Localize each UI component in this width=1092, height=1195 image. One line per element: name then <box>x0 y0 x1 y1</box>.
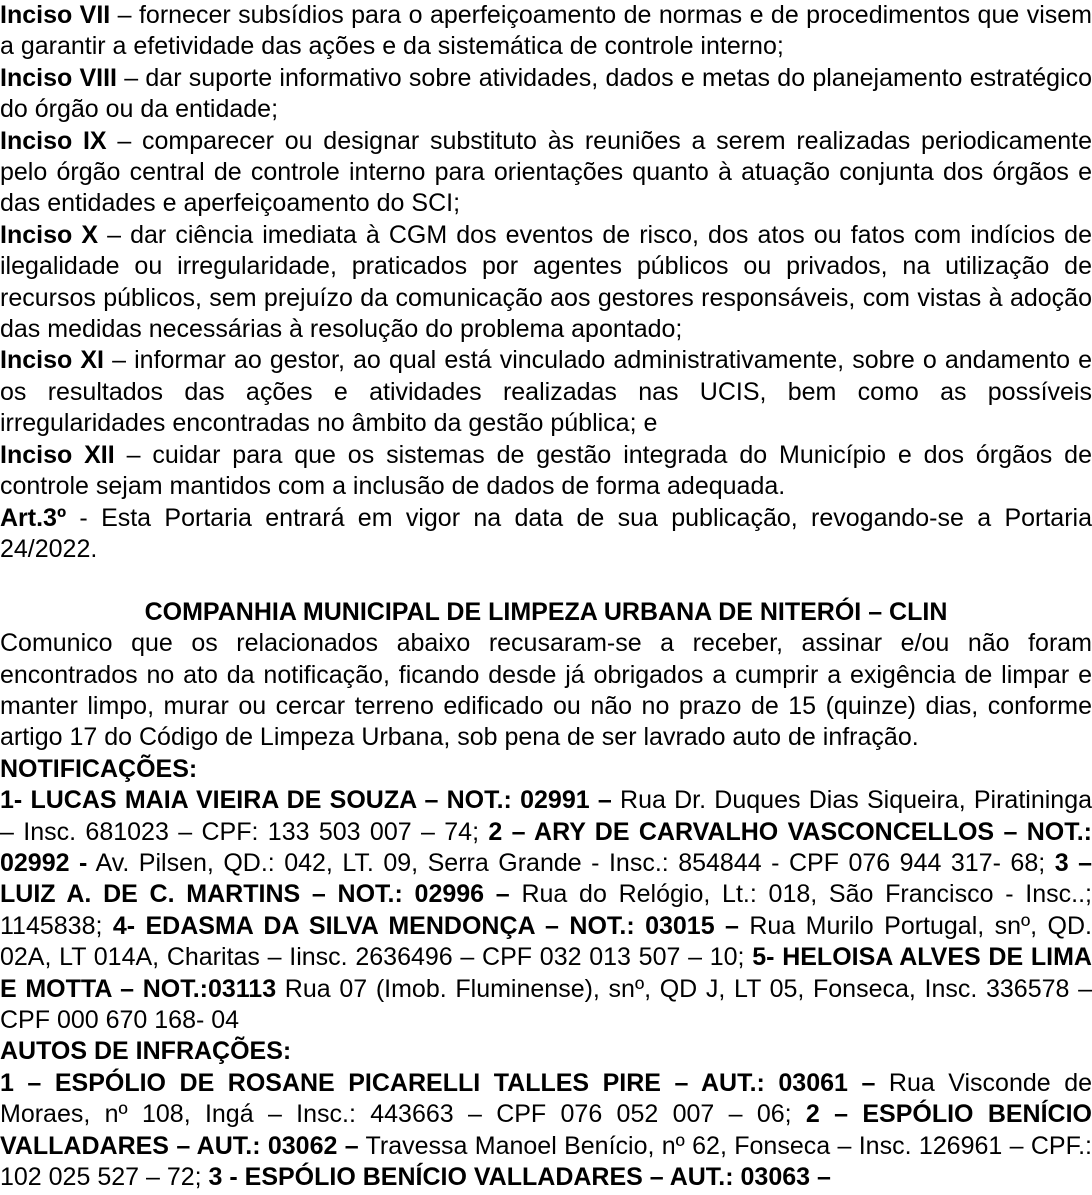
notificacao-details: Rua Murilo Portugal, snº, QD. 02A, LT 014A, Charitas – Iinsc. 2636496 – CPF 032 013 507 – 10; <box>0 911 1092 972</box>
notificacao-name: 3 – LUIZ A. DE C. MARTINS – NOT.: 02996 – <box>0 848 1092 909</box>
inciso-viii <box>0 63 1092 126</box>
inciso-label: Inciso X <box>0 220 99 249</box>
notificacao-details: Rua Dr. Duques Dias Siqueira, Piratininga – Insc. 681023 – CPF: 133 503 007 – 74; <box>0 786 1092 846</box>
auto-details: Rua Visconde de Moraes, nº 108, Ingá – Insc.: 443663 – CPF 076 052 007 – 06; <box>0 1068 1092 1129</box>
inciso-text: – fornecer subsídios para o aperfeiçoamento de normas e de procedimentos que visem a garantir a efetividade das ações e da sistemática de controle interno; <box>0 1 1092 61</box>
inciso-x <box>0 220 1092 346</box>
notificacao-details: Rua 07 (Imob. Fluminense), snº, QD J, LT 05, Fonseca, Insc. 336578 – CPF 000 670 168- 04 <box>0 974 1092 1034</box>
section-spacer <box>0 565 1092 596</box>
auto-name: 2 – ESPÓLIO BENÍCIO VALLADARES – AUT.: 03062 – <box>0 1100 1092 1160</box>
inciso-text: – cuidar para que os sistemas de gestão integrada do Município e dos órgãos de controle sejam mantidos com a inclusão de dados de forma adequada. <box>0 440 1092 501</box>
article-text: - Esta Portaria entrará em vigor na data de sua publicação, revogando-se a Portaria 24/2022. <box>0 503 1092 563</box>
notificacao-name: 2 – ARY DE CARVALHO VASCONCELLOS – NOT.: 02992 - <box>0 817 1092 877</box>
inciso-xi <box>0 345 1092 439</box>
notificacao-details: Rua do Relógio, Lt.: 018, São Francisco - Insc..; 1145838; <box>0 880 1092 940</box>
inciso-label: Inciso VIII <box>0 63 117 92</box>
inciso-label: Inciso XII <box>0 440 115 469</box>
notificacao-details: Av. Pilsen, QD.: 042, LT. 09, Serra Grande - Insc.: 854844 - CPF 076 944 317- 68; <box>87 848 1055 877</box>
notificacao-name: 1- LUCAS MAIA VIEIRA DE SOUZA – NOT.: 02991 – <box>0 786 612 815</box>
art-3 <box>0 503 1092 566</box>
section-intro: Comunico que os relacionados abaixo recusaram-se a receber, assinar e/ou não foram encontrados no ato da notificação, ficando desde já obrigados a cumprir a exigência de limpar e manter limpo, murar ou cercar terreno edificado ou não no prazo de 15 (quinze) dias, conforme artigo 17 do Código de Limpeza Urbana, sob pena de ser lavrado auto de infração. <box>0 629 1092 752</box>
notificacao-name: 4- EDASMA DA SILVA MENDONÇA – NOT.: 03015 – <box>112 911 739 940</box>
autos-list <box>0 1068 1092 1194</box>
notificacoes-list <box>0 785 1092 1036</box>
auto-name: 1 – ESPÓLIO DE ROSANE PICARELLI TALLES PIRE – AUT.: 03061 – <box>0 1068 876 1097</box>
inciso-label: Inciso XI <box>0 346 104 375</box>
inciso-text: – informar ao gestor, ao qual está vinculado administrativamente, sobre o andamento e os resultados das ações e atividades realizadas nas UCIS, bem como as possíveis irregularidades encontradas no âmbito da gestão pública; e <box>0 346 1092 438</box>
inciso-label: Inciso VII <box>0 1 111 29</box>
autos-heading: AUTOS DE INFRAÇÕES: <box>0 1037 292 1066</box>
auto-details: Travessa Manoel Benício, nº 62, Fonseca – Insc. 126961 – CPF.: 102 025 527 – 72; <box>0 1131 1092 1192</box>
notificacoes-heading: NOTIFICAÇÕES: <box>0 754 198 783</box>
inciso-vii <box>0 0 1092 63</box>
inciso-xii <box>0 440 1092 503</box>
inciso-text: – dar suporte informativo sobre atividades, dados e metas do planejamento estratégico do órgão ou da entidade; <box>0 63 1092 124</box>
inciso-text: – dar ciência imediata à CGM dos eventos de risco, dos atos ou fatos com indícios de ilegalidade ou irregularidade, praticados por agentes públicos ou privados, na utilização de recursos públicos, sem prejuízo da comunicação aos gestores responsáveis, com vistas à adoção das medidas necessárias à resolução do problema apontado; <box>0 220 1092 344</box>
auto-name: 3 - ESPÓLIO BENÍCIO VALLADARES – AUT.: 03063 – <box>208 1163 831 1192</box>
article-label: Art.3º <box>0 503 67 532</box>
inciso-text: – comparecer ou designar substituto às reuniões a serem realizadas periodicamente pelo órgão central de controle interno para orientações quanto à atuação conjunta dos órgãos e das entidades e aperfeiçoamento do SCI; <box>0 126 1092 218</box>
inciso-label: Inciso IX <box>0 126 107 155</box>
section-title: COMPANHIA MUNICIPAL DE LIMPEZA URBANA DE NITERÓI – CLIN <box>144 597 948 626</box>
inciso-ix <box>0 126 1092 220</box>
notificacao-name: 5- HELOISA ALVES DE LIMA E MOTTA – NOT.:03113 <box>0 943 1092 1003</box>
